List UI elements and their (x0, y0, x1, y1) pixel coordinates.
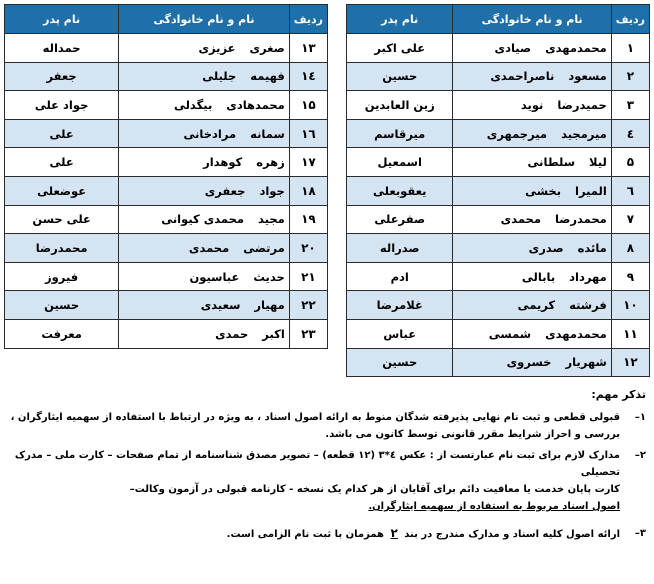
last-name: محمدی (188, 240, 230, 255)
note-item (10, 525, 646, 543)
table-row (347, 291, 650, 320)
father-name: صدراله (347, 234, 453, 263)
last-name: ناصراحمدی (490, 69, 555, 84)
full-name-cell (119, 205, 290, 234)
table-row (5, 319, 328, 348)
first-name: شهریار (565, 355, 607, 370)
note-item (10, 409, 646, 443)
first-name: مهرداد (569, 269, 607, 284)
row-number: ۱ (611, 34, 649, 63)
last-name: عزیزی (198, 40, 236, 55)
first-name: جواد (259, 183, 285, 198)
note-number: ۱– (634, 412, 646, 423)
table-row (347, 234, 650, 263)
last-name: جلیلی (202, 69, 237, 84)
table-row (5, 119, 328, 148)
table-row (347, 62, 650, 91)
first-name: فرشته (569, 298, 607, 313)
header-full-name: نام و نام خانوادگی (119, 5, 290, 34)
last-name: سعیدی (200, 298, 241, 313)
full-name-cell (453, 234, 611, 263)
first-name: مجید (258, 212, 285, 227)
table-header-row (347, 5, 650, 34)
table-row (347, 262, 650, 291)
table-row (347, 205, 650, 234)
first-name: لیلا (589, 155, 607, 170)
row-number: ۱۷ (289, 148, 327, 177)
first-name: محمدرضا (554, 212, 607, 227)
first-name: اکبر (262, 326, 285, 341)
father-name: اسمعیل (347, 148, 453, 177)
last-name: سلطانی (527, 155, 576, 170)
father-name: حسین (5, 291, 119, 320)
last-name: کوهدار (203, 155, 243, 170)
father-name: علی اکبر (347, 34, 453, 63)
note-line: قبولی قطعی و ثبت نام نهایی پذیرفته شدگان منوط به ارائه اصول اسناد ، به ویژه در ارتباط با استفاده از سهمیه ایثارگران ، (10, 412, 620, 423)
row-number: ۷ (611, 205, 649, 234)
full-name-cell (119, 262, 290, 291)
table-row (5, 91, 328, 120)
row-number: ١٦ (289, 119, 327, 148)
last-name: بابالی (521, 269, 556, 284)
table-row (347, 34, 650, 63)
table-row (347, 176, 650, 205)
row-number: ٦ (611, 176, 649, 205)
first-name: میرمجید (561, 126, 607, 141)
father-name: محمدرضا (5, 234, 119, 263)
header-father-name: نام پدر (347, 5, 453, 34)
row-number: ۹ (611, 262, 649, 291)
table-row (347, 119, 650, 148)
note-line: کارت پایان خدمت یا معافیت دائم برای آقایان از هر کدام یک نسخه - کارنامه قبولی در آزمون وکالت– (129, 484, 620, 495)
table-row (5, 234, 328, 263)
last-name: شمسی (488, 326, 532, 341)
full-name-cell (453, 119, 611, 148)
row-number: ۲۱ (289, 262, 327, 291)
father-name: علی (5, 119, 119, 148)
table-row (5, 148, 328, 177)
table-row (5, 176, 328, 205)
last-name: محمدی کیوانی (161, 212, 245, 227)
note-text: ارائه اصول کلیه اسناد و مدارک مندرج در بند (404, 529, 620, 540)
header-row-number: ردیف (289, 5, 327, 34)
first-name: محمدمهدی (545, 40, 607, 55)
full-name-cell (119, 148, 290, 177)
father-name: ادم (347, 262, 453, 291)
first-name: مهیار (254, 298, 285, 313)
row-number: ۸ (611, 234, 649, 263)
full-name-cell (453, 176, 611, 205)
full-name-cell (119, 91, 290, 120)
row-number: ۵ (611, 148, 649, 177)
table-row (347, 148, 650, 177)
table-row (347, 91, 650, 120)
note-number: ۳– (634, 528, 646, 539)
father-name: معرفت (5, 319, 119, 348)
full-name-cell (453, 348, 611, 377)
last-name: عباسیون (189, 269, 240, 284)
note-line: بررسی و احراز شرایط مقرر قانونی توسط کانون می باشد. (325, 429, 620, 440)
last-name: جعفری (204, 183, 246, 198)
full-name-cell (453, 319, 611, 348)
father-name: جعفر (5, 62, 119, 91)
full-name-cell (119, 176, 290, 205)
header-row-number: ردیف (611, 5, 649, 34)
row-number: ۲۰ (289, 234, 327, 263)
father-name: عباس (347, 319, 453, 348)
father-name: عوضعلی (5, 176, 119, 205)
note-number: ۲– (634, 450, 646, 461)
father-name: حسین (347, 62, 453, 91)
full-name-cell (119, 62, 290, 91)
row-number: ٤ (611, 119, 649, 148)
row-number: ١٤ (289, 62, 327, 91)
last-name: بیگدلی (173, 97, 213, 112)
row-number: ۱۱ (611, 319, 649, 348)
father-name: حمداله (5, 34, 119, 63)
full-name-cell (453, 62, 611, 91)
note-line-underlined: اصول اسناد مربوط به استفاده از سهمیه ایثارگران. (368, 501, 620, 512)
row-number: ۱۹ (289, 205, 327, 234)
full-name-cell (453, 291, 611, 320)
last-name: صیادی (494, 40, 532, 55)
first-name: المیرا (575, 183, 607, 198)
last-name: میرجمهری (486, 126, 548, 141)
last-name: نوید (520, 97, 544, 112)
table-header-row (5, 5, 328, 34)
full-name-cell (119, 34, 290, 63)
header-full-name: نام و نام خانوادگی (453, 5, 611, 34)
table-row (5, 205, 328, 234)
last-name: کریمی (517, 298, 556, 313)
full-name-cell (119, 119, 290, 148)
first-name: مرتضی (243, 240, 285, 255)
table-row (347, 348, 650, 377)
father-name: حسین (347, 348, 453, 377)
row-number: ۱۳ (289, 34, 327, 63)
last-name: خسروی (506, 355, 552, 370)
last-name: حمدی (215, 326, 249, 341)
registrants-table-left (4, 4, 328, 349)
full-name-cell (119, 319, 290, 348)
first-name: حدیث (253, 269, 285, 284)
clause-reference: ۲ (390, 526, 398, 540)
father-name: علی (5, 148, 119, 177)
full-name-cell (119, 291, 290, 320)
note-line: مدارک لازم برای ثبت نام عبارتست از : عکس ٤*۳ (۱۲ قطعه) – تصویر مصدق شناسنامه از تمام صفحات – کارت ملی – مدرک تحصیلی (14, 450, 620, 478)
header-father-name: نام پدر (5, 5, 119, 34)
registrants-table-right (346, 4, 650, 377)
father-name: صفرعلی (347, 205, 453, 234)
first-name: سمانه (250, 126, 285, 141)
row-number: ۲۲ (289, 291, 327, 320)
notes-heading: تذکر مهم: (591, 388, 646, 401)
last-name: مرادخانی (183, 126, 237, 141)
father-name: فیروز (5, 262, 119, 291)
first-name: مسعود (568, 69, 607, 84)
row-number: ۳ (611, 91, 649, 120)
father-name: زین العابدین (347, 91, 453, 120)
last-name: محمدی (500, 212, 541, 227)
row-number: ۱۰ (611, 291, 649, 320)
full-name-cell (453, 91, 611, 120)
first-name: زهره (256, 155, 285, 170)
first-name: فهیمه (250, 69, 285, 84)
first-name: صغری (249, 40, 285, 55)
full-name-cell (119, 234, 290, 263)
last-name: صدری (528, 240, 564, 255)
first-name: حمیدرضا (557, 97, 607, 112)
father-name: جواد علی (5, 91, 119, 120)
last-name: بخشی (525, 183, 562, 198)
father-name: غلامرضا (347, 291, 453, 320)
note-text: همزمان با ثبت نام الزامی است. (226, 529, 384, 540)
father-name: علی حسن (5, 205, 119, 234)
first-name: محمدمهدی (545, 326, 607, 341)
row-number: ۲ (611, 62, 649, 91)
father-name: یعقوبعلی (347, 176, 453, 205)
table-row (5, 62, 328, 91)
first-name: محمدهادی (226, 97, 285, 112)
row-number: ۱۸ (289, 176, 327, 205)
table-row (5, 291, 328, 320)
full-name-cell (453, 148, 611, 177)
full-name-cell (453, 34, 611, 63)
father-name: میرقاسم (347, 119, 453, 148)
note-item (10, 447, 646, 515)
row-number: ۱۵ (289, 91, 327, 120)
table-row (347, 319, 650, 348)
first-name: مائده (577, 240, 607, 255)
important-notes (10, 388, 646, 547)
table-row (5, 262, 328, 291)
table-row (5, 34, 328, 63)
full-name-cell (453, 262, 611, 291)
row-number: ۲۳ (289, 319, 327, 348)
row-number: ۱۲ (611, 348, 649, 377)
full-name-cell (453, 205, 611, 234)
